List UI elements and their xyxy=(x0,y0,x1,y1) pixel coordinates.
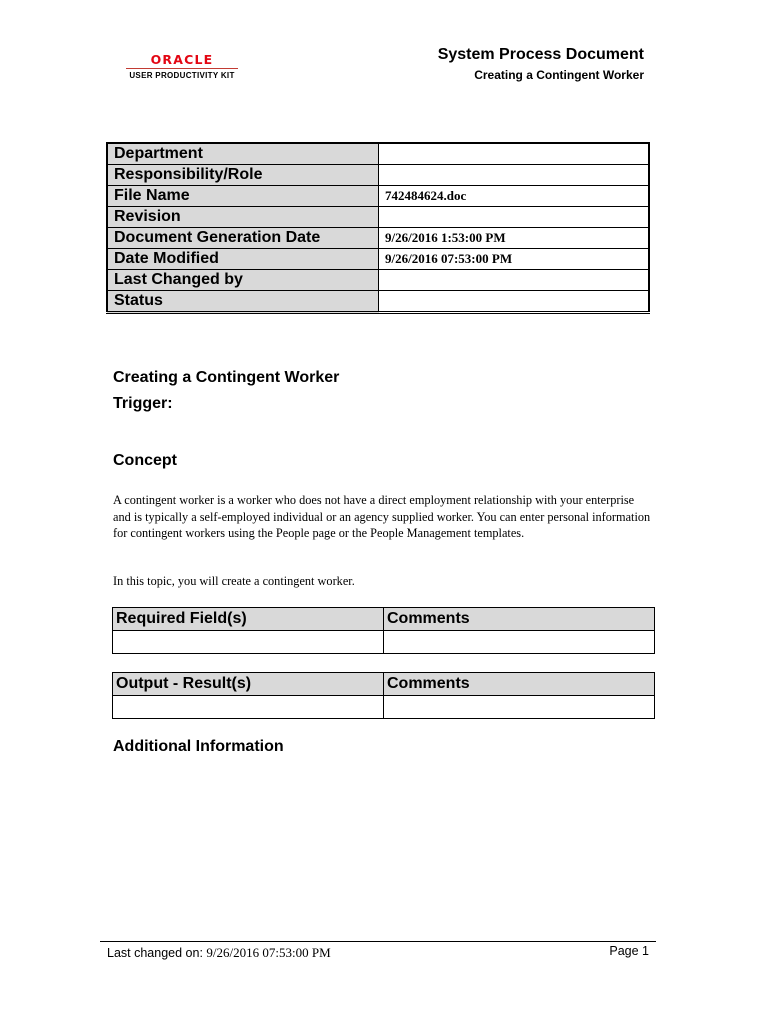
table-row xyxy=(107,228,649,249)
table-row xyxy=(107,249,649,270)
table-cell xyxy=(113,696,384,719)
footer-changed-value: 9/26/2016 07:53:00 PM xyxy=(206,945,331,960)
info-value: 9/26/2016 07:53:00 PM xyxy=(379,249,650,270)
column-header-required-fields: Required Field(s) xyxy=(113,608,384,631)
additional-information-heading: Additional Information xyxy=(113,738,284,755)
footer-last-changed xyxy=(107,945,331,961)
table-row xyxy=(107,165,649,186)
table-cell xyxy=(384,696,655,719)
logo-brand: ORACLE xyxy=(150,52,214,67)
document-info-table xyxy=(106,142,650,314)
document-type: System Process Document xyxy=(437,46,644,63)
info-label: Department xyxy=(107,143,379,165)
table-row xyxy=(107,186,649,207)
info-label: Document Generation Date xyxy=(107,228,379,249)
required-fields-table xyxy=(112,607,655,654)
trigger-heading: Trigger: xyxy=(113,395,173,412)
concept-heading: Concept xyxy=(113,452,177,469)
table-header-row xyxy=(113,608,655,631)
logo-divider xyxy=(126,68,238,69)
topic-paragraph: In this topic, you will create a contingent worker. xyxy=(113,574,355,588)
logo-product: USER PRODUCTIVITY KIT xyxy=(129,71,235,80)
document-title-header: Creating a Contingent Worker xyxy=(474,68,644,82)
table-row xyxy=(113,631,655,654)
topic-title: Creating a Contingent Worker xyxy=(113,369,340,386)
column-header-comments: Comments xyxy=(384,608,655,631)
footer-divider xyxy=(100,941,656,942)
info-label: Status xyxy=(107,291,379,313)
info-value xyxy=(379,207,650,228)
output-results-table xyxy=(112,672,655,719)
info-label: Date Modified xyxy=(107,249,379,270)
table-row xyxy=(107,207,649,228)
column-header-output-results: Output - Result(s) xyxy=(113,673,384,696)
footer-changed-label: Last changed on: xyxy=(107,946,203,960)
table-row xyxy=(113,696,655,719)
concept-paragraph: A contingent worker is a worker who does not have a direct employment relationship with your enterprise and is typically a self-employed individual or an agency supplied worker. You can enter personal information for contingent workers using the People page or the People Management templates. xyxy=(113,493,651,540)
table-cell xyxy=(113,631,384,654)
info-value: 742484624.doc xyxy=(379,186,650,207)
info-label: Revision xyxy=(107,207,379,228)
info-value xyxy=(379,143,650,165)
table-row xyxy=(107,270,649,291)
oracle-upk-logo xyxy=(126,53,238,80)
table-header-row xyxy=(113,673,655,696)
info-label: Responsibility/Role xyxy=(107,165,379,186)
table-cell xyxy=(384,631,655,654)
info-value xyxy=(379,165,650,186)
info-value xyxy=(379,270,650,291)
column-header-comments: Comments xyxy=(384,673,655,696)
info-label: Last Changed by xyxy=(107,270,379,291)
table-row xyxy=(107,143,649,165)
info-label: File Name xyxy=(107,186,379,207)
page-number: Page 1 xyxy=(609,944,649,958)
info-value: 9/26/2016 1:53:00 PM xyxy=(379,228,650,249)
info-value xyxy=(379,291,650,313)
table-row xyxy=(107,291,649,313)
